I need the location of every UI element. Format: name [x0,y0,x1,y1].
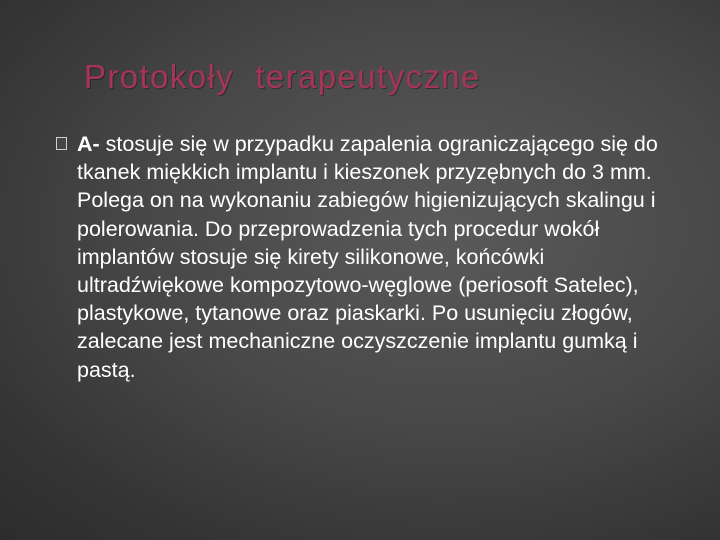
slide-title: Protokoły terapeutyczne [84,58,481,95]
bullet-body: stosuje się w przypadku zapalenia ograniczającego się do tkanek miękkich implantu i kieszonek przyzębnych do 3 mm. Polega on na wykonaniu zabiegów higienizujących skalingu i polerowania. Do przeprowadzenia tych procedur wokół implantów stosuje się kirety silikonowe, końcówki ultradźwiękowe kompozytowo-węglowe (periosoft Satelec), plastykowe, tytanowe oraz piaskarki. Po usunięciu złogów, zalecane jest mechaniczne oczyszczenie implantu gumką i pastą. [77,132,658,382]
bullet-lead: A- [77,132,100,156]
square-bullet-icon [56,137,67,150]
bullet-text [77,130,689,384]
bullet-item [56,130,696,500]
